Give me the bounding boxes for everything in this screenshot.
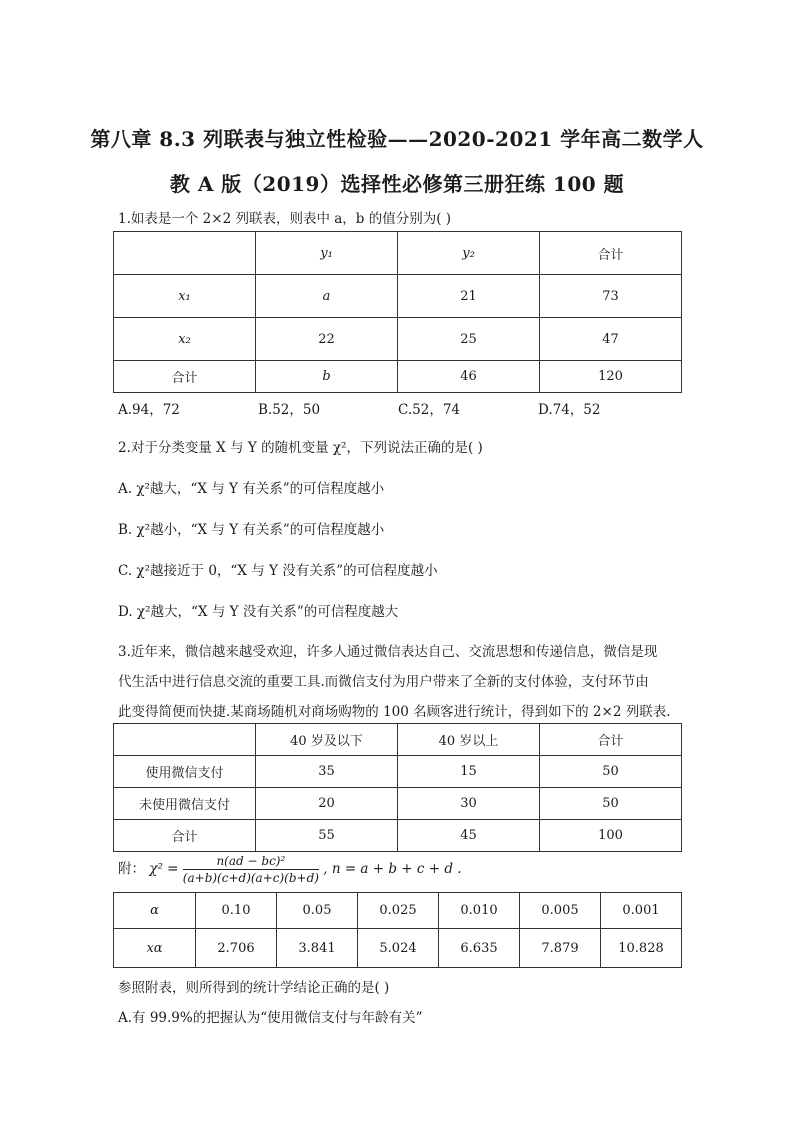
q2-option-a[interactable]: A. χ²越大，“X 与 Y 有关系”的可信程度越小 xyxy=(118,481,385,497)
table-row xyxy=(114,724,682,756)
table-cell: 47 xyxy=(540,318,682,361)
q3-stem-line-1: 3.近年来，微信越来越受欢迎，许多人通过微信表达自己、交流思想和传递信息，微信是现 xyxy=(118,644,658,660)
table-cell: 50 xyxy=(540,788,682,820)
q2-option-d[interactable]: D. χ²越大，“X 与 Y 没有关系”的可信程度越大 xyxy=(118,604,399,620)
table-cell: 0.001 xyxy=(601,893,682,929)
table-cell: a xyxy=(256,275,398,318)
document-title-line-1: 第八章 8.3 列联表与独立性检验——2020-2021 学年高二数学人 xyxy=(90,127,704,151)
formula-rhs: , n = a + b + c + d . xyxy=(323,861,462,877)
table-cell: 20 xyxy=(256,788,398,820)
table-cell: 0.10 xyxy=(196,893,277,929)
table-cell: b xyxy=(256,361,398,393)
table-cell: 10.828 xyxy=(601,929,682,968)
table-row-label: 未使用微信支付 xyxy=(114,788,256,820)
table-row xyxy=(114,820,682,852)
table-cell: 7.879 xyxy=(520,929,601,968)
document-title-line-2: 教 A 版（2019）选择性必修第三册狂练 100 题 xyxy=(169,172,625,196)
table-row xyxy=(114,232,682,275)
table-cell: 46 xyxy=(398,361,540,393)
formula-fraction xyxy=(183,854,319,885)
critical-value-table xyxy=(113,892,682,968)
table-row-label: x₂ xyxy=(114,318,256,361)
table-cell: 25 xyxy=(398,318,540,361)
table-cell: 50 xyxy=(540,756,682,788)
table-cell: 0.005 xyxy=(520,893,601,929)
table-cell: 22 xyxy=(256,318,398,361)
q3-contingency-table xyxy=(113,723,682,852)
table-row xyxy=(114,275,682,318)
table-row xyxy=(114,756,682,788)
q1-option-c[interactable]: C.52，74 xyxy=(398,402,460,418)
table-cell xyxy=(114,724,256,756)
table-cell: 0.025 xyxy=(358,893,439,929)
table-cell: 0.010 xyxy=(439,893,520,929)
chi-square-formula xyxy=(118,854,462,885)
table-cell: 5.024 xyxy=(358,929,439,968)
table-cell: 100 xyxy=(540,820,682,852)
table-cell: 73 xyxy=(540,275,682,318)
table-cell: 45 xyxy=(398,820,540,852)
table-row xyxy=(114,788,682,820)
alpha-label: α xyxy=(114,893,196,929)
formula-prefix: 附： xyxy=(118,861,145,877)
q2-option-b[interactable]: B. χ²越小，“X 与 Y 有关系”的可信程度越小 xyxy=(118,522,385,538)
q1-option-a[interactable]: A.94，72 xyxy=(118,402,180,418)
q3-stem-line-3: 此变得简便而快捷.某商场随机对商场购物的 100 名顾客进行统计，得到如下的 2×2 列联表. xyxy=(118,704,671,720)
formula-numerator: n(ad − bc)² xyxy=(183,854,319,870)
table-cell: 21 xyxy=(398,275,540,318)
q1-option-d[interactable]: D.74，52 xyxy=(538,402,601,418)
table-header-total: 合计 xyxy=(540,232,682,275)
x-alpha-label: xα xyxy=(114,929,196,968)
q1-options xyxy=(118,398,601,418)
q3-stem-line-2: 代生活中进行信息交流的重要工具.而微信支付为用户带来了全新的支付体验，支付环节由 xyxy=(118,674,649,690)
q3-option-a[interactable]: A.有 99.9%的把握认为“使用微信支付与年龄有关” xyxy=(118,1010,423,1026)
table-row xyxy=(114,361,682,393)
table-header-y2: y₂ xyxy=(398,232,540,275)
table-row-label: 使用微信支付 xyxy=(114,756,256,788)
table-cell: 3.841 xyxy=(277,929,358,968)
table-row-label: x₁ xyxy=(114,275,256,318)
table-cell: 35 xyxy=(256,756,398,788)
q3-question: 参照附表，则所得到的统计学结论正确的是( ) xyxy=(118,980,390,996)
table-cell: 15 xyxy=(398,756,540,788)
q1-stem: 1.如表是一个 2×2 列联表，则表中 a，b 的值分别为( ) xyxy=(118,211,452,227)
table-cell: 30 xyxy=(398,788,540,820)
table-row xyxy=(114,893,682,929)
table-row xyxy=(114,318,682,361)
table-cell: 0.05 xyxy=(277,893,358,929)
table-header: 40 岁及以下 xyxy=(256,724,398,756)
table-cell: 120 xyxy=(540,361,682,393)
table-cell: 55 xyxy=(256,820,398,852)
table-row-label: 合计 xyxy=(114,361,256,393)
table-header: 合计 xyxy=(540,724,682,756)
table-cell: 2.706 xyxy=(196,929,277,968)
q2-option-c[interactable]: C. χ²越接近于 0，“X 与 Y 没有关系”的可信程度越小 xyxy=(118,563,438,579)
q2-stem: 2.对于分类变量 X 与 Y 的随机变量 χ²，下列说法正确的是( ) xyxy=(118,440,483,456)
table-cell xyxy=(114,232,256,275)
q1-option-b[interactable]: B.52，50 xyxy=(258,402,321,418)
table-header-y1: y₁ xyxy=(256,232,398,275)
table-header: 40 岁以上 xyxy=(398,724,540,756)
table-row xyxy=(114,929,682,968)
formula-denominator: (a+b)(c+d)(a+c)(b+d) xyxy=(182,871,319,885)
formula-lhs: χ² = xyxy=(149,861,179,877)
table-cell: 6.635 xyxy=(439,929,520,968)
q1-contingency-table xyxy=(113,231,682,393)
table-row-label: 合计 xyxy=(114,820,256,852)
